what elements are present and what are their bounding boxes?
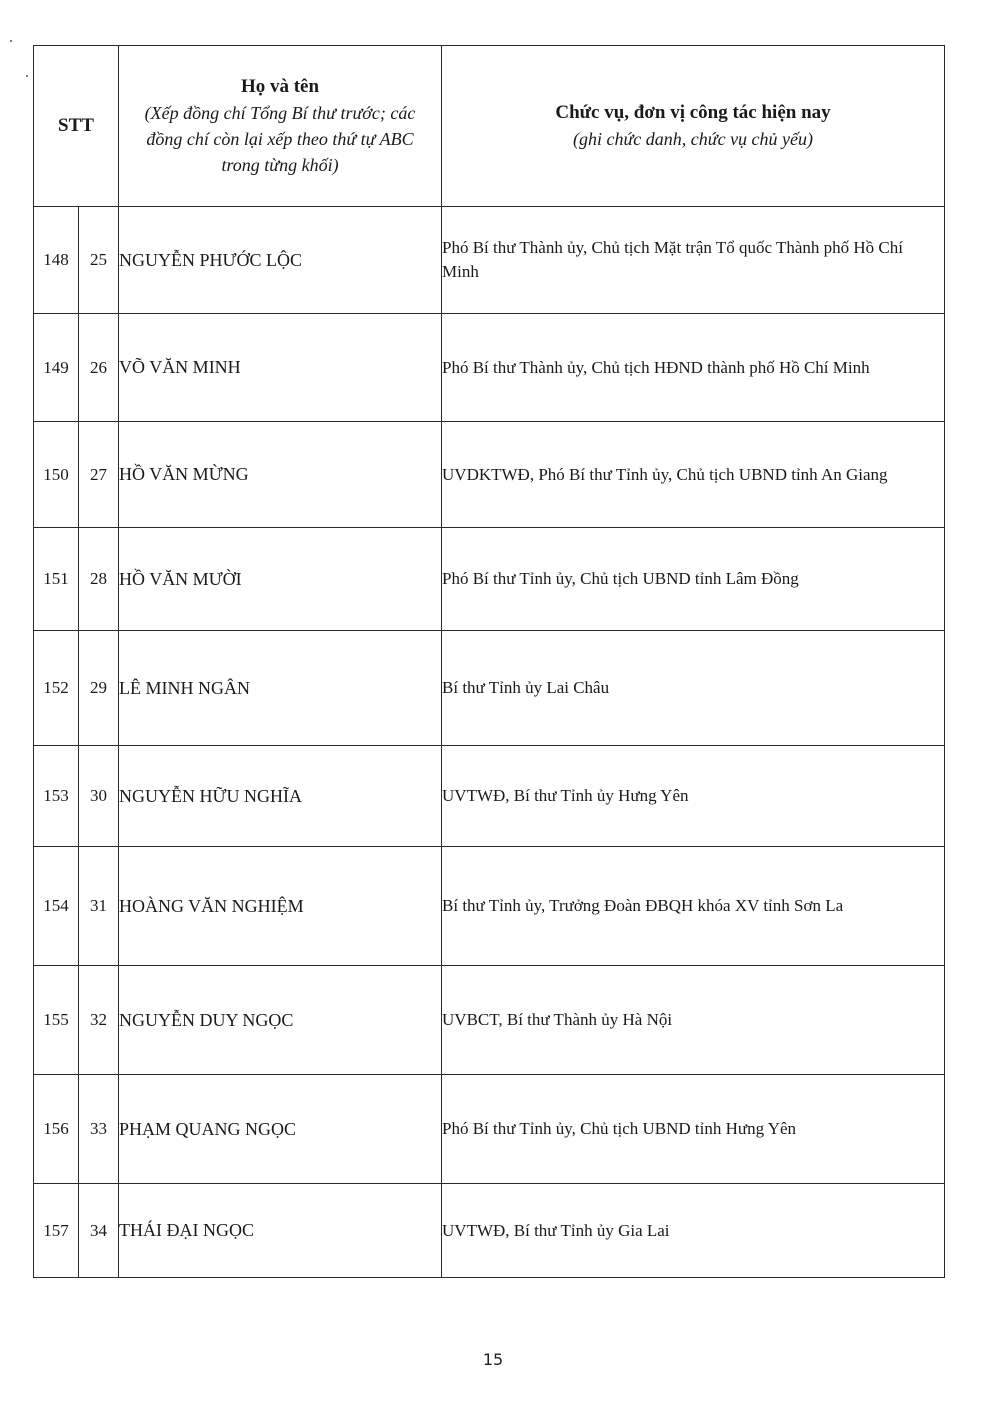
scan-speck [10,40,12,42]
table-row [34,966,945,1075]
row-position: Phó Bí thư Thành ủy, Chủ tịch HĐND thành phố Hồ Chí Minh [442,314,945,422]
row-position: UVDKTWĐ, Phó Bí thư Tỉnh ủy, Chủ tịch UBND tỉnh An Giang [442,422,945,528]
row-stt: 151 [34,528,79,631]
candidate-table [33,45,945,1278]
row-stt: 153 [34,746,79,847]
row-name: LÊ MINH NGÂN [119,631,442,746]
table-row [34,422,945,528]
table-row [34,1075,945,1184]
row-name: NGUYỄN HỮU NGHĨA [119,746,442,847]
row-position: Phó Bí thư Thành ủy, Chủ tịch Mặt trận Tổ quốc Thành phố Hồ Chí Minh [442,207,945,314]
table-header-row [34,46,945,207]
header-position-title: Chức vụ, đơn vị công tác hiện nay [555,102,831,123]
header-position [442,46,945,207]
header-name-title: Họ và tên [240,76,320,97]
row-stt: 157 [34,1184,79,1278]
row-sub-index: 25 [79,207,119,314]
table-row [34,314,945,422]
scan-speck [26,75,28,77]
header-position-note: (ghi chức danh, chức vụ chủ yếu) [572,129,814,149]
row-stt: 156 [34,1075,79,1184]
header-stt [34,46,119,207]
row-sub-index: 30 [79,746,119,847]
row-sub-index: 29 [79,631,119,746]
row-stt: 154 [34,847,79,966]
row-stt: 149 [34,314,79,422]
row-stt: 148 [34,207,79,314]
header-stt-label: STT [58,115,94,136]
row-name: HOÀNG VĂN NGHIỆM [119,847,442,966]
row-sub-index: 33 [79,1075,119,1184]
table-row [34,847,945,966]
row-sub-index: 34 [79,1184,119,1278]
row-position: Phó Bí thư Tỉnh ủy, Chủ tịch UBND tỉnh Hưng Yên [442,1075,945,1184]
row-sub-index: 26 [79,314,119,422]
header-name [119,46,442,207]
row-stt: 150 [34,422,79,528]
row-name: NGUYỄN PHƯỚC LỘC [119,207,442,314]
row-position: UVTWĐ, Bí thư Tỉnh ủy Hưng Yên [442,746,945,847]
table-row [34,207,945,314]
row-name: HỒ VĂN MƯỜI [119,528,442,631]
row-sub-index: 27 [79,422,119,528]
row-position: UVTWĐ, Bí thư Tỉnh ủy Gia Lai [442,1184,945,1278]
row-sub-index: 32 [79,966,119,1075]
row-position: UVBCT, Bí thư Thành ủy Hà Nội [442,966,945,1075]
row-position: Phó Bí thư Tỉnh ủy, Chủ tịch UBND tỉnh Lâm Đồng [442,528,945,631]
row-name: NGUYỄN DUY NGỌC [119,966,442,1075]
row-name: PHẠM QUANG NGỌC [119,1075,442,1184]
row-sub-index: 28 [79,528,119,631]
table-row [34,631,945,746]
row-stt: 152 [34,631,79,746]
row-stt: 155 [34,966,79,1075]
table-row [34,528,945,631]
row-position: Bí thư Tỉnh ủy Lai Châu [442,631,945,746]
page-number: 15 [482,1350,504,1369]
header-name-note: (Xếp đồng chí Tổng Bí thư trước; các đồng chí còn lại xếp theo thứ tự ABC trong từng khối) [144,103,416,175]
row-name: THÁI ĐẠI NGỌC [119,1184,442,1278]
row-name: VÕ VĂN MINH [119,314,442,422]
table-row [34,746,945,847]
row-sub-index: 31 [79,847,119,966]
row-name: HỒ VĂN MỪNG [119,422,442,528]
row-position: Bí thư Tỉnh ủy, Trưởng Đoàn ĐBQH khóa XV tỉnh Sơn La [442,847,945,966]
table-row [34,1184,945,1278]
